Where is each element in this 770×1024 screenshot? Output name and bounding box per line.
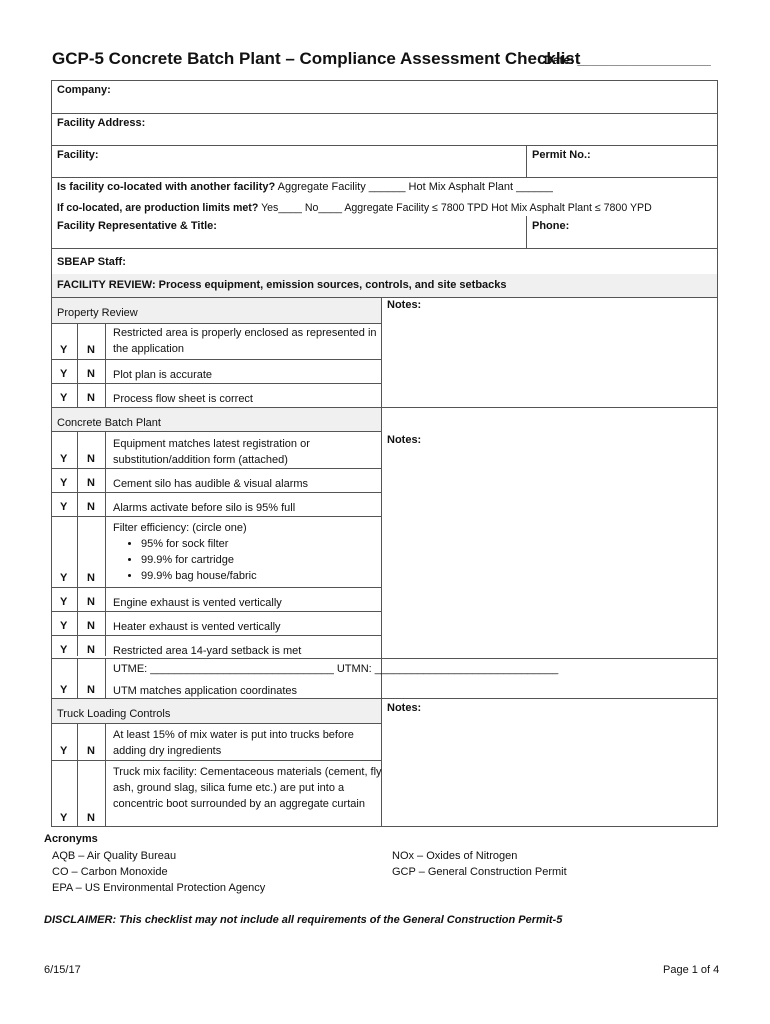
date-field-label[interactable]: Date: ____________________ xyxy=(544,53,711,67)
truck-loading-controls-title: Truck Loading Controls xyxy=(57,708,171,720)
page-title: GCP-5 Concrete Batch Plant – Compliance Assessment Checklist xyxy=(52,49,581,68)
y-option[interactable]: Y xyxy=(60,812,68,824)
checklist-item: Engine exhaust is vented vertically xyxy=(113,597,282,609)
checklist-item: Equipment matches latest registration or substitution/addition form (attached) xyxy=(113,438,310,466)
n-option[interactable]: N xyxy=(87,501,95,513)
checklist-item: UTM matches application coordinates xyxy=(113,685,298,697)
disclaimer: DISCLAIMER: This checklist may not include all requirements of the General Construction Permit-5 xyxy=(44,914,563,926)
facility-info-table xyxy=(51,80,718,275)
facility-review-table xyxy=(51,274,718,827)
acronym-item: GCP – General Construction Permit xyxy=(392,866,567,878)
page-number: Page 1 of 4 xyxy=(663,964,720,976)
y-option[interactable]: Y xyxy=(60,572,68,584)
filter-efficiency-label: Filter efficiency: (circle one) xyxy=(113,522,247,534)
y-option[interactable]: Y xyxy=(60,684,68,696)
checklist-item: At least 15% of mix water is put into trucks before adding dry ingredients xyxy=(113,729,354,757)
n-option[interactable]: N xyxy=(87,572,95,584)
checklist-item: Restricted area 14-yard setback is met xyxy=(113,645,302,657)
sbeap-staff-label: SBEAP Staff: xyxy=(57,256,126,268)
y-option[interactable]: Y xyxy=(60,596,68,608)
filter-option[interactable]: • 99.9% bag house/fabric xyxy=(141,568,383,584)
y-option[interactable]: Y xyxy=(60,392,68,404)
checklist-item: Heater exhaust is vented vertically xyxy=(113,621,281,633)
checklist-item: Restricted area is properly enclosed as represented in the application xyxy=(113,327,377,355)
checklist-item: Process flow sheet is correct xyxy=(113,393,253,405)
footer-date: 6/15/17 xyxy=(44,964,81,976)
facility-representative-label: Facility Representative & Title: xyxy=(57,220,217,232)
acronyms-title: Acronyms xyxy=(44,833,98,845)
permit-no-label: Permit No.: xyxy=(532,149,591,161)
company-label: Company: xyxy=(57,84,111,96)
y-option[interactable]: Y xyxy=(60,477,68,489)
plant-notes-label: Notes: xyxy=(387,434,422,446)
filter-option[interactable]: • 99.9% for cartridge xyxy=(141,552,383,568)
acronym-item: EPA – US Environmental Protection Agency xyxy=(52,882,266,894)
production-limits-question: If co-located, are production limits met? Yes____ No____ Aggregate Facility ≤ 7800 TPD Hot Mix Asphalt Plant ≤ 7800 YPD xyxy=(57,202,652,214)
acronym-item: AQB – Air Quality Bureau xyxy=(52,850,177,862)
acronym-item: CO – Carbon Monoxide xyxy=(52,866,168,878)
y-option[interactable]: Y xyxy=(60,501,68,513)
y-option[interactable]: Y xyxy=(60,344,68,356)
n-option[interactable]: N xyxy=(87,392,95,404)
phone-label: Phone: xyxy=(532,220,570,232)
n-option[interactable]: N xyxy=(87,596,95,608)
y-option[interactable]: Y xyxy=(60,745,68,757)
property-notes-label: Notes: xyxy=(387,299,422,311)
checklist-item: Cement silo has audible & visual alarms xyxy=(113,478,309,490)
checklist-item: Truck mix facility: Cementaceous materials (cement, fly ash, ground slag, silica fume etc.) are put into a concentric boot surrounded by an aggregate curtain xyxy=(113,766,382,810)
property-review-title: Property Review xyxy=(57,307,138,319)
n-option[interactable]: N xyxy=(87,745,95,757)
concrete-batch-plant-title: Concrete Batch Plant xyxy=(57,417,161,429)
n-option[interactable]: N xyxy=(87,644,95,656)
n-option[interactable]: N xyxy=(87,477,95,489)
y-option[interactable]: Y xyxy=(60,620,68,632)
n-option[interactable]: N xyxy=(87,368,95,380)
n-option[interactable]: N xyxy=(87,620,95,632)
acronym-item: NOx – Oxides of Nitrogen xyxy=(392,850,518,862)
checklist-item: Plot plan is accurate xyxy=(113,369,213,381)
facility-address-label: Facility Address: xyxy=(57,117,146,129)
n-option[interactable]: N xyxy=(87,344,95,356)
facility-label: Facility: xyxy=(57,149,99,161)
truck-notes-label: Notes: xyxy=(387,702,422,714)
checklist-item: Alarms activate before silo is 95% full xyxy=(113,502,296,514)
filter-option[interactable]: • 95% for sock filter xyxy=(141,536,383,552)
n-option[interactable]: N xyxy=(87,812,95,824)
facility-review-heading: FACILITY REVIEW: Process equipment, emission sources, controls, and site setbacks xyxy=(57,279,507,291)
y-option[interactable]: Y xyxy=(60,453,68,465)
n-option[interactable]: N xyxy=(87,684,95,696)
filter-efficiency-item xyxy=(113,520,383,584)
colocated-question: Is facility co-located with another facility? Aggregate Facility ______ Hot Mix Asphalt Plant ______ xyxy=(57,181,553,193)
y-option[interactable]: Y xyxy=(60,644,68,656)
utm-coordinates-field[interactable]: UTME: ______________________________ UTMN: ______________________________ xyxy=(113,663,559,675)
n-option[interactable]: N xyxy=(87,453,95,465)
y-option[interactable]: Y xyxy=(60,368,68,380)
